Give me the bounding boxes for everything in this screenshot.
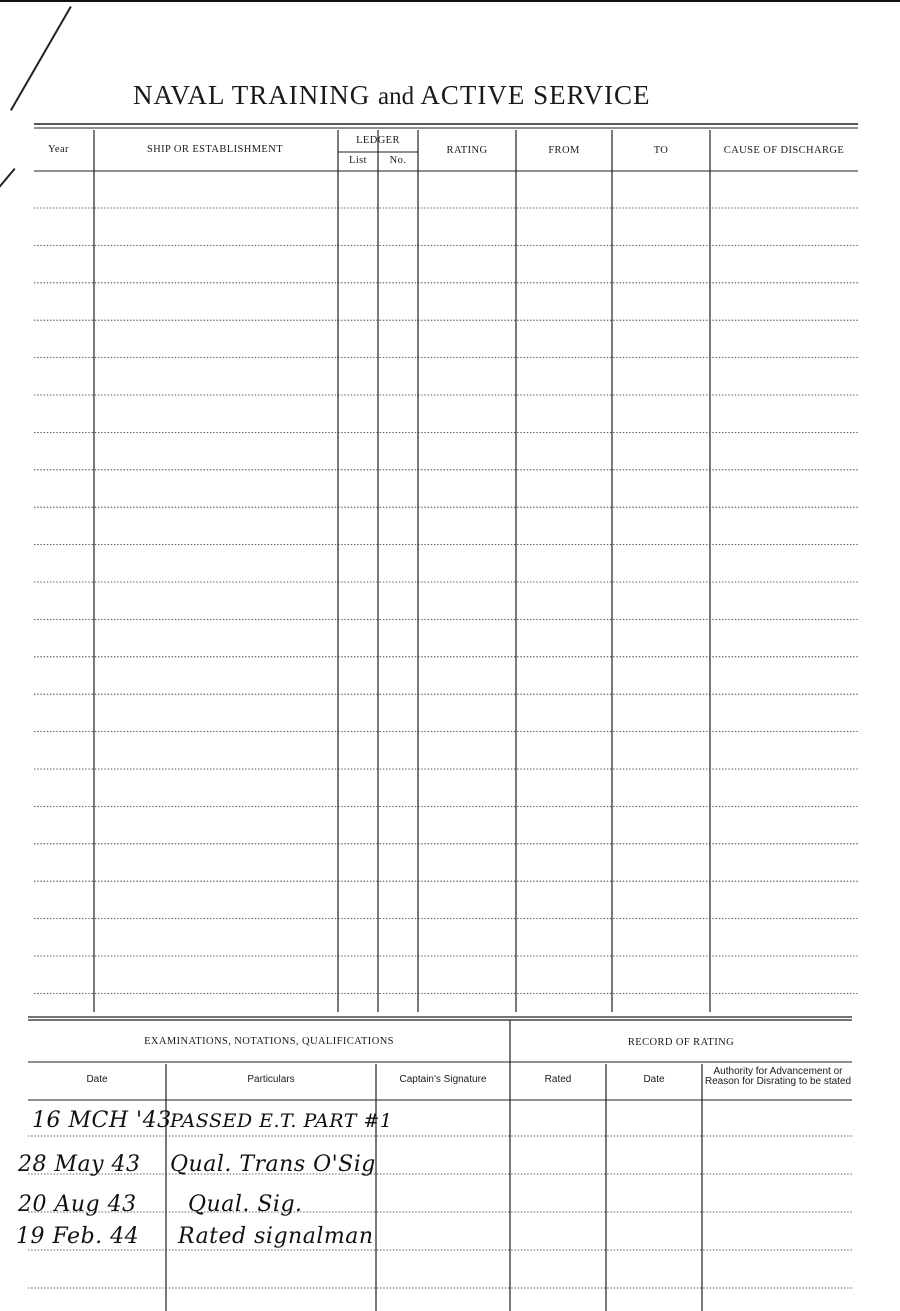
entry-particulars: PASSED E.T. PART #1 bbox=[170, 1110, 393, 1132]
service-table bbox=[34, 122, 858, 1012]
header-from: FROM bbox=[548, 145, 580, 156]
pen-stroke-mark bbox=[0, 168, 16, 223]
header-ledger: LEDGER bbox=[356, 135, 400, 146]
entry-date: 19 Feb. 44 bbox=[16, 1224, 140, 1249]
page-title: NAVAL TRAINING and ACTIVE SERVICE bbox=[133, 80, 651, 110]
entry-date: 16 MCH '43 bbox=[32, 1108, 172, 1133]
header-year: Year bbox=[48, 144, 69, 155]
header-cause: CAUSE OF DISCHARGE bbox=[723, 145, 845, 156]
examinations-title: EXAMINATIONS, NOTATIONS, QUALIFICATIONS bbox=[144, 1036, 394, 1047]
service-table-grid bbox=[34, 122, 858, 1012]
lower-section bbox=[16, 1016, 852, 1311]
rating-header-date: Date bbox=[643, 1074, 665, 1085]
exam-header-date: Date bbox=[86, 1074, 108, 1085]
exam-header-particulars: Particulars bbox=[247, 1074, 295, 1085]
header-rating: RATING bbox=[446, 145, 488, 156]
lower-section-grid bbox=[28, 1016, 852, 1311]
rating-header-rated: Rated bbox=[544, 1074, 572, 1085]
header-to: TO bbox=[653, 145, 669, 156]
record-of-rating-title: RECORD OF RATING bbox=[627, 1037, 735, 1048]
exam-header-signature: Captain's Signature bbox=[399, 1074, 487, 1085]
pen-stroke-mark bbox=[10, 6, 72, 111]
entry-particulars: Rated signalman bbox=[178, 1224, 374, 1249]
entry-date: 28 May 43 bbox=[18, 1152, 141, 1177]
entry-date: 20 Aug 43 bbox=[18, 1192, 137, 1217]
header-ledger-list: List bbox=[349, 155, 367, 166]
entry-particulars: Qual. Sig. bbox=[188, 1192, 303, 1217]
top-edge-line bbox=[0, 0, 900, 2]
entry-particulars: Qual. Trans O'Sig bbox=[170, 1152, 376, 1177]
header-ship: SHIP OR ESTABLISHMENT bbox=[146, 144, 284, 155]
rating-header-authority: Authority for Advancement or Reason for Disrating to be stated bbox=[704, 1066, 852, 1087]
header-ledger-no: No. bbox=[389, 155, 407, 166]
